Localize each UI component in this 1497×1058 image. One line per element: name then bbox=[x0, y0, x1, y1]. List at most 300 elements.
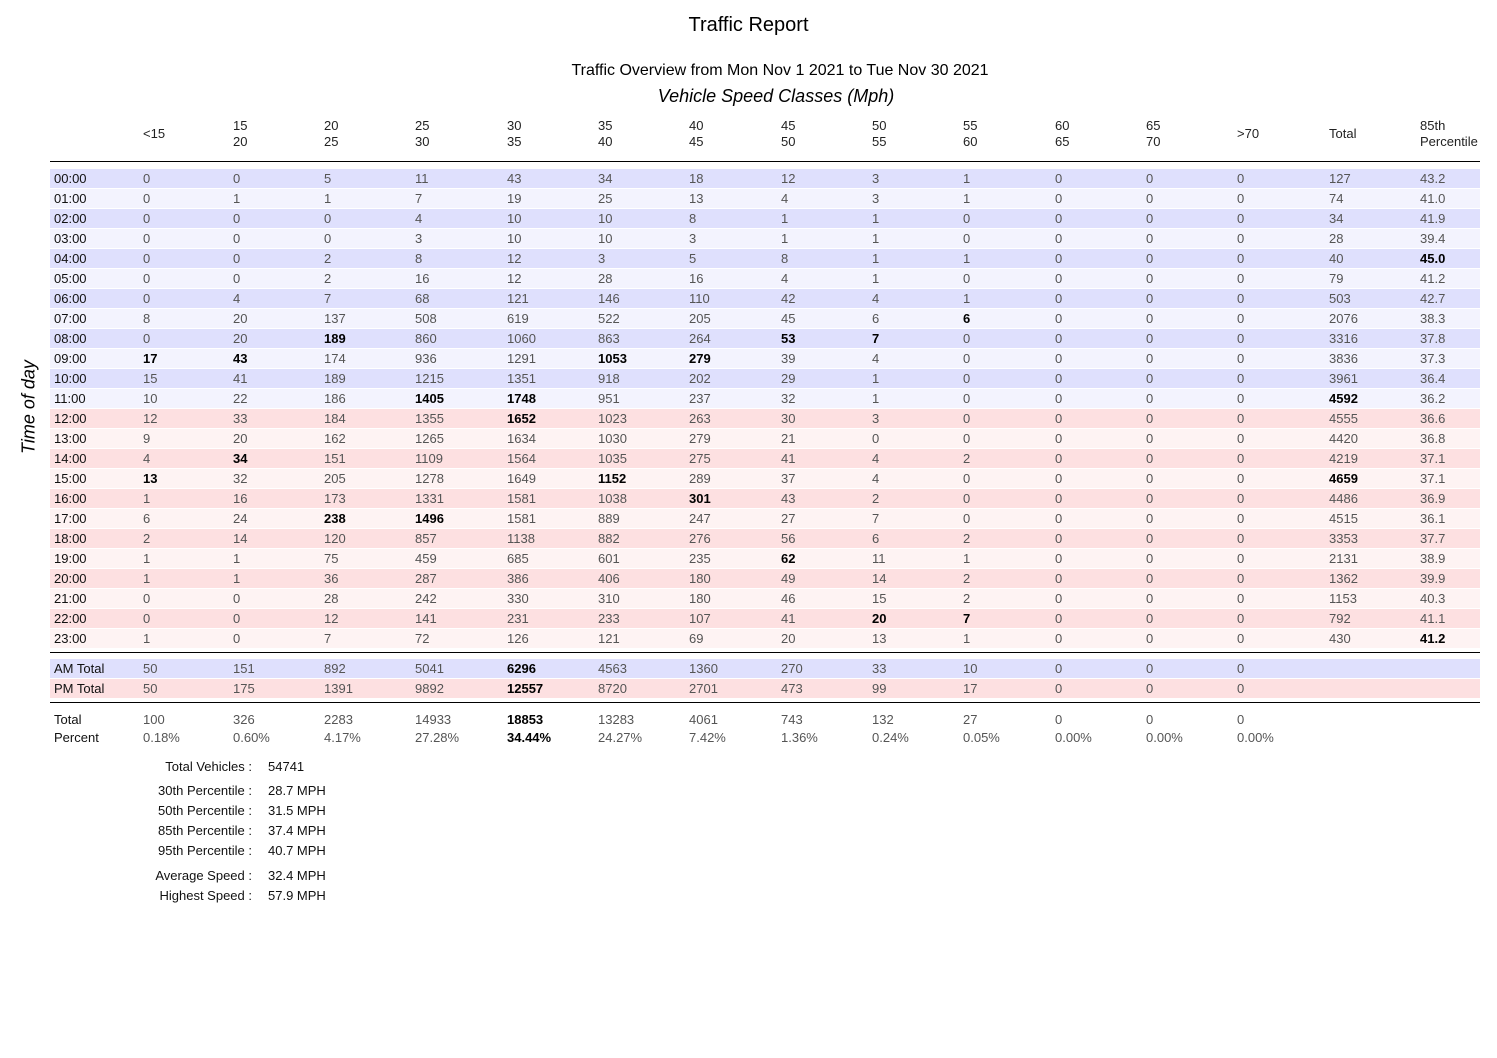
table-cell: 15 bbox=[143, 371, 158, 386]
table-cell: 0 bbox=[1146, 191, 1154, 206]
table-cell: 1748 bbox=[507, 391, 536, 406]
table-cell: 0 bbox=[1237, 211, 1245, 226]
table-cell: 1 bbox=[781, 211, 789, 226]
table-cell: 275 bbox=[689, 451, 711, 466]
table-cell: 189 bbox=[324, 371, 346, 386]
table-cell: 41.0 bbox=[1420, 191, 1446, 206]
table-cell: 0.18% bbox=[143, 730, 180, 745]
table-cell: 0 bbox=[1237, 681, 1245, 696]
table-cell: 264 bbox=[689, 331, 711, 346]
table-cell: 0 bbox=[1237, 331, 1245, 346]
table-cell: 0 bbox=[1146, 551, 1154, 566]
table-cell: 892 bbox=[324, 661, 346, 676]
table-cell: 0 bbox=[1055, 511, 1063, 526]
row-label: AM Total bbox=[54, 661, 105, 676]
column-header-line2: 40 bbox=[598, 134, 613, 149]
table-cell: 36.6 bbox=[1420, 411, 1446, 426]
table-cell: 18853 bbox=[507, 712, 544, 727]
table-cell: 3316 bbox=[1329, 331, 1358, 346]
table-cell: 1152 bbox=[598, 471, 627, 486]
table-cell: 32 bbox=[233, 471, 248, 486]
table-cell: 10 bbox=[143, 391, 158, 406]
table-cell: 1362 bbox=[1329, 571, 1358, 586]
table-cell: 0 bbox=[1055, 591, 1063, 606]
table-cell: 936 bbox=[415, 351, 437, 366]
stat-value: 28.7 MPH bbox=[268, 783, 326, 798]
table-cell: 62 bbox=[781, 551, 796, 566]
hour-row bbox=[50, 409, 1480, 428]
hour-row bbox=[50, 449, 1480, 468]
table-cell: 14 bbox=[233, 531, 248, 546]
table-cell: 0 bbox=[1237, 611, 1245, 626]
table-cell: 20 bbox=[233, 311, 248, 326]
table-cell: 151 bbox=[233, 661, 255, 676]
table-cell: 41 bbox=[781, 611, 796, 626]
table-cell: 0 bbox=[1146, 511, 1154, 526]
table-cell: 12 bbox=[781, 171, 796, 186]
hour-row bbox=[50, 389, 1480, 408]
table-cell: 1 bbox=[143, 551, 151, 566]
table-cell: 43 bbox=[233, 351, 248, 366]
table-cell: 1496 bbox=[415, 511, 444, 526]
table-cell: 40 bbox=[1329, 251, 1344, 266]
hour-row bbox=[50, 469, 1480, 488]
table-cell: 79 bbox=[1329, 271, 1344, 286]
table-cell: 2 bbox=[872, 491, 880, 506]
table-cell: 43 bbox=[507, 171, 522, 186]
table-cell: 2 bbox=[963, 451, 971, 466]
stat-value: 32.4 MPH bbox=[268, 868, 326, 883]
table-cell: 0.05% bbox=[963, 730, 1000, 745]
table-cell: 4 bbox=[872, 471, 880, 486]
column-header bbox=[1329, 126, 1356, 142]
table-cell: 33 bbox=[872, 661, 887, 676]
table-cell: 37.1 bbox=[1420, 471, 1446, 486]
table-cell: 11 bbox=[415, 171, 429, 186]
table-cell: 5 bbox=[689, 251, 697, 266]
table-cell: 1291 bbox=[507, 351, 536, 366]
table-cell: 1634 bbox=[507, 431, 536, 446]
table-cell: 4 bbox=[781, 271, 789, 286]
table-cell: 0 bbox=[1146, 331, 1154, 346]
table-cell: 0 bbox=[1055, 291, 1063, 306]
table-cell: 0 bbox=[1055, 171, 1063, 186]
table-cell: 120 bbox=[324, 531, 346, 546]
table-cell: 37.7 bbox=[1420, 531, 1446, 546]
table-cell: 1564 bbox=[507, 451, 536, 466]
hour-row bbox=[50, 549, 1480, 568]
row-label: 07:00 bbox=[54, 311, 87, 326]
am-total-row bbox=[50, 659, 1480, 678]
table-cell: 0 bbox=[1146, 471, 1154, 486]
table-cell: 17 bbox=[143, 351, 158, 366]
table-cell: 121 bbox=[507, 291, 529, 306]
column-header-line1: 20 bbox=[324, 118, 339, 133]
table-cell: 13 bbox=[872, 631, 887, 646]
table-cell: 0 bbox=[1237, 351, 1245, 366]
column-header-line2: 45 bbox=[689, 134, 704, 149]
table-cell: 162 bbox=[324, 431, 346, 446]
table-cell: 7 bbox=[324, 291, 332, 306]
table-cell: 406 bbox=[598, 571, 620, 586]
table-cell: 72 bbox=[415, 631, 430, 646]
column-header-line2: 50 bbox=[781, 134, 796, 149]
grand-total-row bbox=[50, 710, 1480, 729]
table-cell: 141 bbox=[415, 611, 437, 626]
table-cell: 20 bbox=[872, 611, 887, 626]
table-cell: 6 bbox=[143, 511, 151, 526]
table-cell: 0 bbox=[963, 431, 971, 446]
table-cell: 4659 bbox=[1329, 471, 1358, 486]
table-cell: 29 bbox=[781, 371, 796, 386]
table-cell: 41 bbox=[233, 371, 248, 386]
column-header bbox=[1146, 118, 1160, 150]
table-cell: 0 bbox=[1237, 171, 1245, 186]
table-cell: 0 bbox=[1055, 371, 1063, 386]
column-header-line2: 25 bbox=[324, 134, 339, 149]
hour-row bbox=[50, 229, 1480, 248]
table-cell: 0 bbox=[1237, 631, 1245, 646]
column-header bbox=[324, 118, 338, 150]
table-cell: 238 bbox=[324, 511, 346, 526]
stat-label: Total Vehicles : bbox=[165, 759, 252, 774]
table-cell: 0 bbox=[1055, 211, 1063, 226]
row-label: 23:00 bbox=[54, 631, 87, 646]
column-header bbox=[1055, 118, 1069, 150]
table-cell: 1 bbox=[143, 571, 151, 586]
table-cell: 0 bbox=[1146, 211, 1154, 226]
table-cell: 242 bbox=[415, 591, 437, 606]
table-cell: 1 bbox=[233, 571, 241, 586]
table-cell: 1 bbox=[143, 491, 151, 506]
time-of-day-axis-label: Time of day bbox=[18, 360, 39, 454]
table-cell: 8 bbox=[415, 251, 423, 266]
table-cell: 3353 bbox=[1329, 531, 1358, 546]
hour-row bbox=[50, 509, 1480, 528]
table-cell: 132 bbox=[872, 712, 894, 727]
table-cell: 10 bbox=[598, 231, 613, 246]
table-cell: 0 bbox=[233, 591, 241, 606]
table-cell: 17 bbox=[963, 681, 978, 696]
totals-rule-bottom bbox=[50, 702, 1480, 703]
hour-row bbox=[50, 329, 1480, 348]
table-cell: 522 bbox=[598, 311, 620, 326]
table-cell: 1 bbox=[872, 251, 880, 266]
table-cell: 1035 bbox=[598, 451, 627, 466]
column-header bbox=[415, 118, 429, 150]
column-header bbox=[507, 118, 521, 150]
row-label: 14:00 bbox=[54, 451, 87, 466]
table-cell: 20 bbox=[781, 631, 796, 646]
table-cell: 1360 bbox=[689, 661, 718, 676]
table-cell: 15 bbox=[872, 591, 887, 606]
table-cell: 68 bbox=[415, 291, 430, 306]
table-cell: 0 bbox=[1146, 231, 1154, 246]
table-cell: 0 bbox=[1055, 451, 1063, 466]
table-cell: 0 bbox=[1055, 681, 1063, 696]
table-cell: 27.28% bbox=[415, 730, 460, 745]
table-cell: 4555 bbox=[1329, 411, 1358, 426]
table-cell: 0.24% bbox=[872, 730, 909, 745]
table-cell: 41.9 bbox=[1420, 211, 1446, 226]
table-cell: 21 bbox=[781, 431, 796, 446]
table-cell: 0 bbox=[1237, 591, 1245, 606]
table-cell: 1331 bbox=[415, 491, 444, 506]
table-cell: 13 bbox=[689, 191, 704, 206]
table-cell: 11 bbox=[872, 551, 886, 566]
hour-row bbox=[50, 309, 1480, 328]
row-label: 03:00 bbox=[54, 231, 87, 246]
hour-row bbox=[50, 589, 1480, 608]
table-cell: 99 bbox=[872, 681, 887, 696]
table-cell: 8 bbox=[143, 311, 151, 326]
table-cell: 121 bbox=[598, 631, 620, 646]
table-cell: 0.00% bbox=[1146, 730, 1183, 745]
table-cell: 175 bbox=[233, 681, 255, 696]
table-cell: 39.9 bbox=[1420, 571, 1446, 586]
table-cell: 233 bbox=[598, 611, 620, 626]
table-cell: 8 bbox=[689, 211, 697, 226]
row-label: 12:00 bbox=[54, 411, 87, 426]
table-cell: 4 bbox=[781, 191, 789, 206]
table-cell: 6296 bbox=[507, 661, 536, 676]
table-cell: 0 bbox=[1237, 511, 1245, 526]
table-cell: 42.7 bbox=[1420, 291, 1446, 306]
table-cell: 34.44% bbox=[507, 730, 552, 745]
table-cell: 0 bbox=[963, 371, 971, 386]
table-cell: 1 bbox=[872, 371, 880, 386]
row-label: 09:00 bbox=[54, 351, 87, 366]
hour-row bbox=[50, 369, 1480, 388]
table-cell: 237 bbox=[689, 391, 711, 406]
table-cell: 24.27% bbox=[598, 730, 643, 745]
table-cell: 25 bbox=[598, 191, 613, 206]
row-label: 19:00 bbox=[54, 551, 87, 566]
table-cell: 50 bbox=[143, 661, 158, 676]
table-cell: 1391 bbox=[324, 681, 353, 696]
table-cell: 1038 bbox=[598, 491, 627, 506]
table-cell: 508 bbox=[415, 311, 437, 326]
table-cell: 1 bbox=[872, 391, 880, 406]
table-cell: 4 bbox=[143, 451, 151, 466]
table-cell: 7 bbox=[324, 631, 332, 646]
table-cell: 0 bbox=[1146, 371, 1154, 386]
table-cell: 36 bbox=[324, 571, 339, 586]
table-cell: 247 bbox=[689, 511, 711, 526]
table-cell: 0.60% bbox=[233, 730, 270, 745]
report-title: Traffic Report bbox=[688, 14, 809, 36]
table-cell: 1 bbox=[872, 231, 880, 246]
table-cell: 16 bbox=[415, 271, 430, 286]
column-header-line2: 20 bbox=[233, 134, 248, 149]
table-cell: 28 bbox=[598, 271, 613, 286]
row-label: 13:00 bbox=[54, 431, 87, 446]
table-cell: 0 bbox=[963, 211, 971, 226]
column-header-line1: 35 bbox=[598, 118, 613, 133]
table-cell: 146 bbox=[598, 291, 620, 306]
table-cell: 0 bbox=[963, 351, 971, 366]
row-label: 18:00 bbox=[54, 531, 87, 546]
table-cell: 46 bbox=[781, 591, 796, 606]
table-cell: 2 bbox=[143, 531, 151, 546]
table-cell: 36.9 bbox=[1420, 491, 1446, 506]
table-cell: 0 bbox=[1055, 631, 1063, 646]
column-header bbox=[1420, 118, 1478, 150]
table-cell: 0 bbox=[963, 271, 971, 286]
row-label: 08:00 bbox=[54, 331, 87, 346]
table-cell: 0 bbox=[872, 431, 880, 446]
stat-label: 50th Percentile : bbox=[158, 803, 252, 818]
table-cell: 0 bbox=[1055, 351, 1063, 366]
table-cell: 0 bbox=[1237, 531, 1245, 546]
table-cell: 0.00% bbox=[1055, 730, 1092, 745]
table-cell: 792 bbox=[1329, 611, 1351, 626]
column-header-line1: 85th bbox=[1420, 118, 1446, 133]
table-cell: 0 bbox=[1146, 611, 1154, 626]
table-cell: 1 bbox=[963, 191, 971, 206]
column-header-line1: <15 bbox=[143, 126, 166, 141]
table-cell: 32 bbox=[781, 391, 796, 406]
table-cell: 4 bbox=[872, 451, 880, 466]
table-cell: 205 bbox=[324, 471, 346, 486]
table-cell: 4420 bbox=[1329, 431, 1358, 446]
table-cell: 41.1 bbox=[1420, 611, 1446, 626]
table-cell: 7 bbox=[872, 331, 880, 346]
table-cell: 50 bbox=[143, 681, 158, 696]
table-cell: 10 bbox=[963, 661, 978, 676]
table-cell: 279 bbox=[689, 431, 711, 446]
table-cell: 12557 bbox=[507, 681, 544, 696]
table-cell: 0 bbox=[1055, 231, 1063, 246]
table-cell: 0 bbox=[1146, 591, 1154, 606]
table-cell: 0 bbox=[1237, 231, 1245, 246]
table-cell: 1355 bbox=[415, 411, 444, 426]
table-cell: 0 bbox=[1146, 311, 1154, 326]
hour-row bbox=[50, 249, 1480, 268]
table-cell: 3 bbox=[689, 231, 697, 246]
table-cell: 6 bbox=[872, 311, 880, 326]
table-cell: 2 bbox=[324, 251, 332, 266]
table-cell: 1 bbox=[143, 631, 151, 646]
table-cell: 37.3 bbox=[1420, 351, 1446, 366]
table-cell: 0 bbox=[1055, 661, 1063, 676]
table-cell: 6 bbox=[963, 311, 971, 326]
table-cell: 100 bbox=[143, 712, 165, 727]
table-cell: 0 bbox=[1055, 712, 1063, 727]
table-cell: 0 bbox=[1055, 191, 1063, 206]
stat-value: 57.9 MPH bbox=[268, 888, 326, 903]
table-cell: 7 bbox=[963, 611, 971, 626]
table-cell: 276 bbox=[689, 531, 711, 546]
table-cell: 0 bbox=[1237, 311, 1245, 326]
table-cell: 0 bbox=[1237, 661, 1245, 676]
table-cell: 0 bbox=[1055, 391, 1063, 406]
table-cell: 430 bbox=[1329, 631, 1351, 646]
table-cell: 326 bbox=[233, 712, 255, 727]
column-header bbox=[781, 118, 795, 150]
table-cell: 0 bbox=[143, 191, 151, 206]
table-cell: 0 bbox=[1237, 451, 1245, 466]
table-cell: 180 bbox=[689, 571, 711, 586]
pm-total-row bbox=[50, 679, 1480, 698]
table-cell: 0.00% bbox=[1237, 730, 1274, 745]
table-cell: 10 bbox=[507, 231, 522, 246]
table-cell: 0 bbox=[233, 251, 241, 266]
table-cell: 2 bbox=[324, 271, 332, 286]
table-cell: 4.17% bbox=[324, 730, 361, 745]
table-cell: 45.0 bbox=[1420, 251, 1446, 266]
table-cell: 22 bbox=[233, 391, 248, 406]
table-cell: 16 bbox=[233, 491, 248, 506]
table-cell: 3836 bbox=[1329, 351, 1358, 366]
table-cell: 2283 bbox=[324, 712, 353, 727]
table-cell: 0 bbox=[1146, 661, 1154, 676]
table-cell: 0 bbox=[143, 231, 151, 246]
table-cell: 0 bbox=[1055, 471, 1063, 486]
table-cell: 10 bbox=[598, 211, 613, 226]
table-cell: 0 bbox=[1146, 171, 1154, 186]
table-cell: 1265 bbox=[415, 431, 444, 446]
table-cell: 151 bbox=[324, 451, 346, 466]
table-cell: 38.9 bbox=[1420, 551, 1446, 566]
table-cell: 34 bbox=[233, 451, 248, 466]
table-cell: 3 bbox=[415, 231, 423, 246]
table-cell: 0 bbox=[1237, 551, 1245, 566]
table-cell: 39 bbox=[781, 351, 796, 366]
table-cell: 2 bbox=[963, 591, 971, 606]
table-cell: 0 bbox=[1237, 191, 1245, 206]
table-cell: 0 bbox=[1146, 271, 1154, 286]
hour-row bbox=[50, 269, 1480, 288]
hour-row bbox=[50, 289, 1480, 308]
row-label: 20:00 bbox=[54, 571, 87, 586]
table-cell: 601 bbox=[598, 551, 620, 566]
table-cell: 503 bbox=[1329, 291, 1351, 306]
table-cell: 882 bbox=[598, 531, 620, 546]
table-cell: 386 bbox=[507, 571, 529, 586]
table-cell: 9892 bbox=[415, 681, 444, 696]
table-cell: 1351 bbox=[507, 371, 536, 386]
table-cell: 186 bbox=[324, 391, 346, 406]
table-cell: 0 bbox=[233, 211, 241, 226]
table-cell: 36.8 bbox=[1420, 431, 1446, 446]
table-cell: 189 bbox=[324, 331, 346, 346]
table-cell: 5 bbox=[324, 171, 332, 186]
percent-row bbox=[50, 728, 1480, 747]
stat-label: 85th Percentile : bbox=[158, 823, 252, 838]
table-cell: 173 bbox=[324, 491, 346, 506]
table-cell: 6 bbox=[872, 531, 880, 546]
hour-row bbox=[50, 209, 1480, 228]
row-label: 04:00 bbox=[54, 251, 87, 266]
table-cell: 74 bbox=[1329, 191, 1344, 206]
table-cell: 37.1 bbox=[1420, 451, 1446, 466]
table-cell: 56 bbox=[781, 531, 796, 546]
table-cell: 36.4 bbox=[1420, 371, 1446, 386]
stat-value: 54741 bbox=[268, 759, 305, 774]
table-cell: 0 bbox=[1146, 391, 1154, 406]
stat-value: 31.5 MPH bbox=[268, 803, 326, 818]
table-cell: 127 bbox=[1329, 171, 1351, 186]
table-cell: 13283 bbox=[598, 712, 635, 727]
column-header bbox=[872, 118, 886, 150]
table-cell: 180 bbox=[689, 591, 711, 606]
table-cell: 1 bbox=[963, 171, 971, 186]
table-cell: 0 bbox=[1055, 611, 1063, 626]
column-header bbox=[598, 118, 612, 150]
table-cell: 174 bbox=[324, 351, 346, 366]
table-cell: 0 bbox=[1146, 351, 1154, 366]
